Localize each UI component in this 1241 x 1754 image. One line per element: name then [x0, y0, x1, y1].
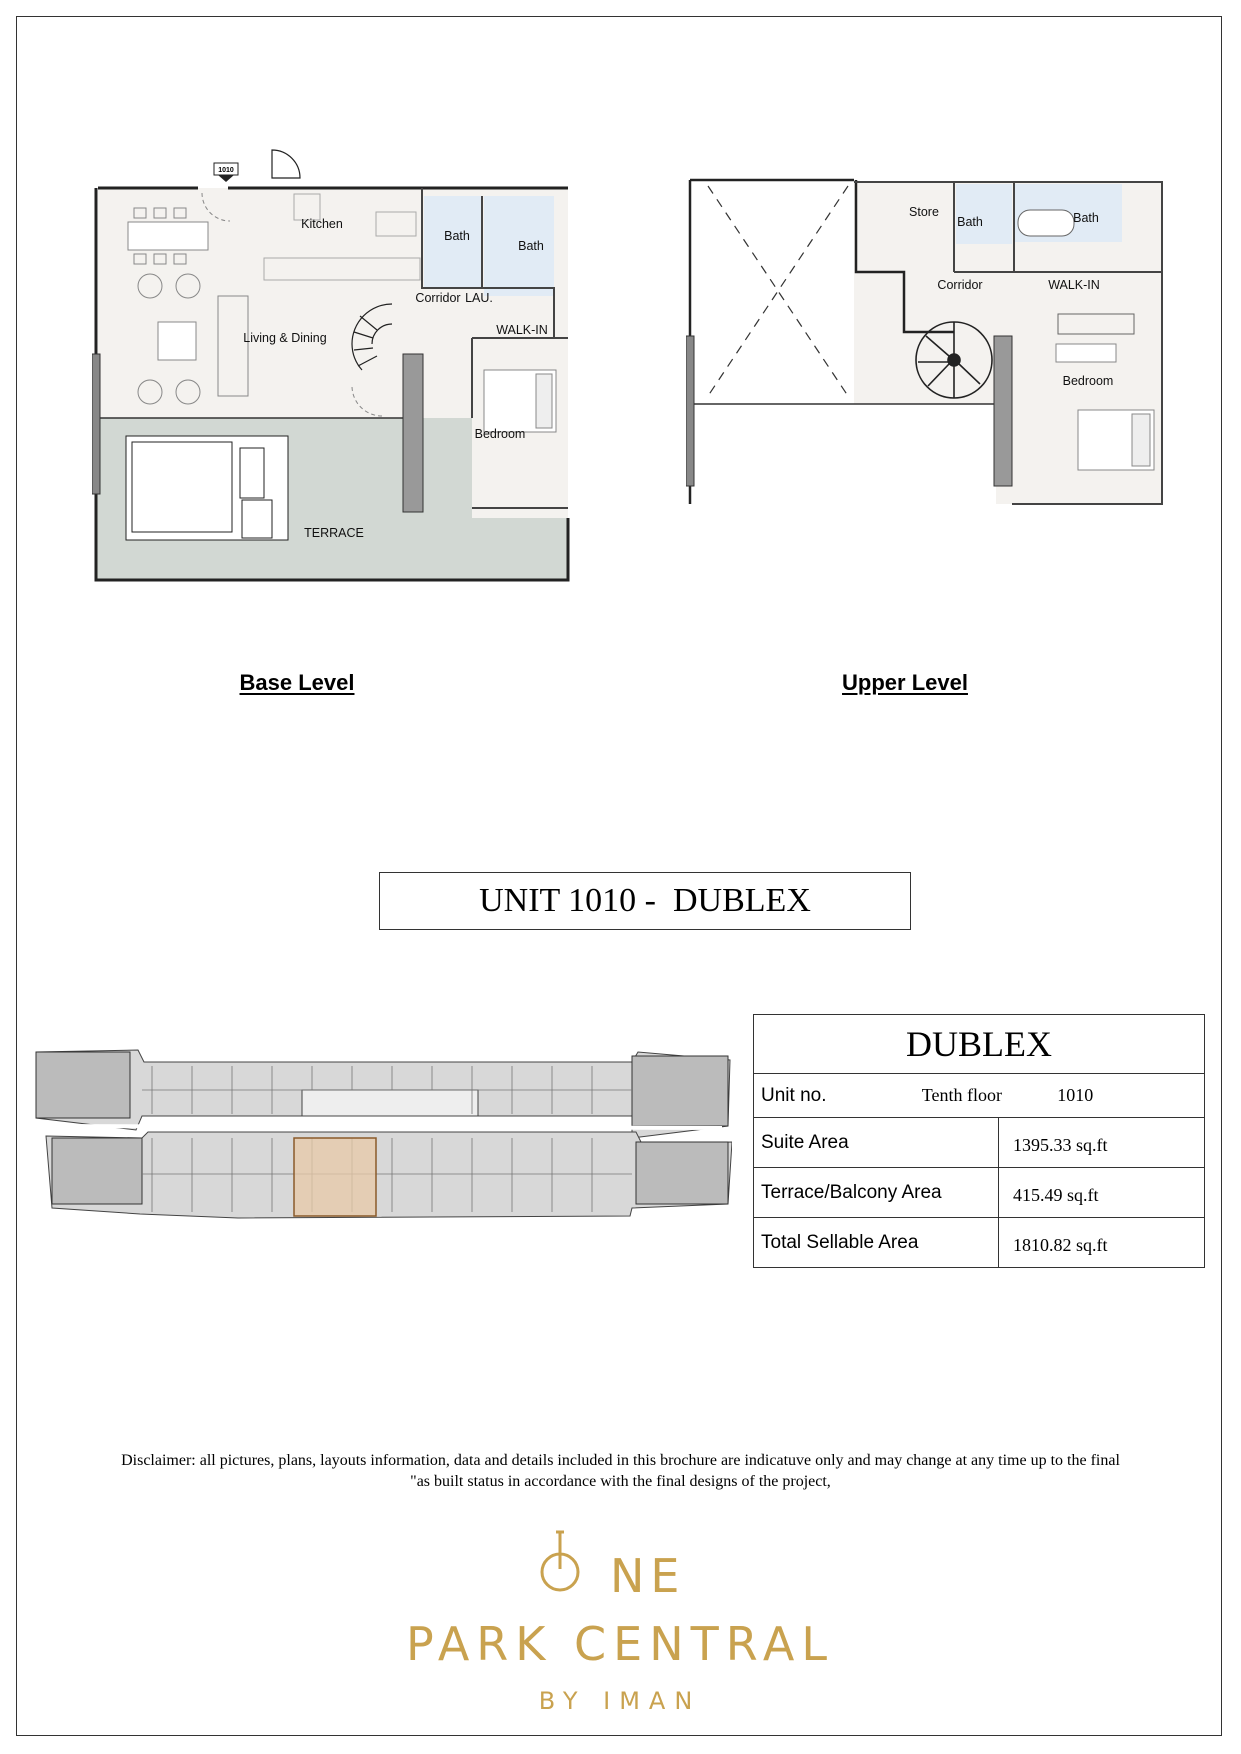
- disclaimer: [60, 1450, 1181, 1492]
- svg-text:1010: 1010: [218, 167, 234, 174]
- spec-row: [754, 1218, 1205, 1268]
- base-level-title: Base Level: [239, 670, 355, 695]
- spec-value: 415.49 sq.ft: [999, 1168, 1205, 1218]
- upper-level-title: Upper Level: [842, 670, 968, 695]
- disclaimer-line: Disclaimer: all pictures, plans, layouts information, data and details included in this brochure are indicatuve only and may change at any time up to the final: [121, 1452, 1120, 1469]
- logo-line-2: PARK CENTRAL: [406, 1617, 834, 1671]
- room-label-bath: Bath: [518, 239, 544, 253]
- logo-line-1: NE: [610, 1549, 686, 1603]
- room-label-bath: Bath: [957, 215, 983, 229]
- unit-highlight: [294, 1138, 376, 1216]
- room-label-corridor: Corridor: [937, 278, 983, 292]
- spec-value: 1395.33 sq.ft: [999, 1118, 1205, 1168]
- spec-label: Suite Area: [754, 1118, 999, 1168]
- spec-value: 1810.82 sq.ft: [999, 1218, 1205, 1268]
- spec-table: [753, 1014, 1205, 1268]
- room-label-bedroom: Bedroom: [1062, 374, 1114, 388]
- room-label-store: Store: [909, 205, 939, 219]
- disclaimer-line: "as built status in accordance with the final designs of the project,: [410, 1473, 831, 1490]
- upper-level-plan: [686, 172, 1166, 512]
- room-label-terrace: TERRACE: [304, 526, 364, 540]
- terrace-furniture: [126, 436, 288, 540]
- room-label-kitchen: Kitchen: [301, 217, 343, 231]
- bathtub: [1018, 210, 1074, 236]
- bath-tile: [956, 184, 1012, 244]
- bed: [484, 370, 556, 432]
- unit-no-label: Unit no.: [761, 1084, 827, 1106]
- desk: [1056, 344, 1116, 362]
- room-label-bath: Bath: [444, 229, 470, 243]
- brand-logo: [320, 1525, 920, 1715]
- spec-row: [754, 1168, 1205, 1218]
- floor-value: Tenth floor: [921, 1084, 1002, 1105]
- key-plan: [32, 1046, 732, 1224]
- spec-header: DUBLEX: [754, 1015, 1205, 1074]
- base-level-plan: [92, 148, 572, 584]
- spec-label: Total Sellable Area: [754, 1218, 999, 1268]
- unit-title: UNIT 1010 - DUBLEX: [379, 872, 911, 930]
- unit-no-value: 1010: [1057, 1084, 1094, 1105]
- room-label-lau: LAU.: [465, 291, 493, 305]
- bed: [1078, 410, 1154, 470]
- room-label-bath: Bath: [1073, 211, 1099, 225]
- unit-no-row: [754, 1074, 1205, 1118]
- room-label-walk-in: WALK-IN: [1048, 278, 1100, 292]
- room-label-corridor: Corridor: [415, 291, 461, 305]
- unit-tag: [214, 163, 238, 182]
- spec-row: [754, 1118, 1205, 1168]
- room-label-walk-in: WALK-IN: [496, 323, 548, 337]
- room-label-living-dining: Living & Dining: [243, 331, 327, 345]
- logo-o-key-icon: [542, 1532, 578, 1590]
- spec-label: Terrace/Balcony Area: [754, 1168, 999, 1218]
- room-label-bedroom: Bedroom: [474, 427, 526, 441]
- logo-line-3: BY IMAN: [538, 1687, 702, 1715]
